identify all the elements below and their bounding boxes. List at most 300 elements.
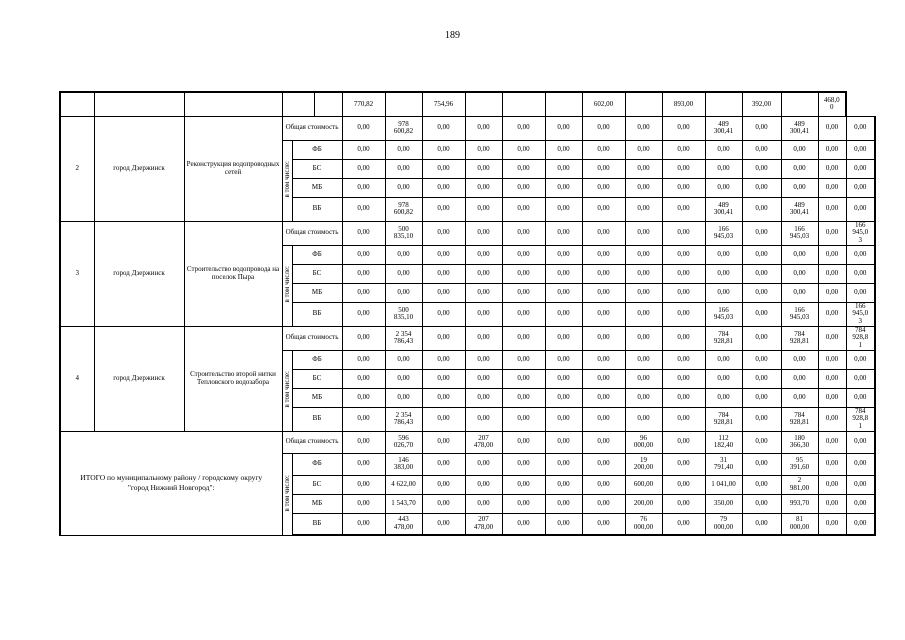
project-total-row (60, 116, 875, 140)
value-cell: 0,00 (465, 221, 502, 245)
value-cell: 0,00 (846, 369, 875, 388)
table-cell (60, 92, 94, 116)
source-label: ФБ (292, 140, 342, 159)
source-label: ФБ (292, 453, 342, 475)
value-cell: 0,00 (662, 494, 705, 513)
value-cell: 0,00 (465, 264, 502, 283)
value-cell: 0,00 (502, 197, 545, 221)
value-cell: 0,00 (582, 221, 625, 245)
value-cell: 4 622,00 (385, 475, 422, 494)
value-cell: 0,00 (742, 245, 781, 264)
grand-total-row (60, 431, 875, 453)
value-cell: 0,00 (342, 245, 385, 264)
value-cell: 0,00 (385, 178, 422, 197)
value-cell: 770,82 (342, 92, 385, 116)
value-cell: 0,00 (625, 221, 662, 245)
value-cell: 0,00 (582, 388, 625, 407)
value-cell: 500 835,10 (385, 221, 422, 245)
value-cell: 0,00 (818, 369, 846, 388)
cost-label: Общая стоимость (282, 431, 342, 453)
vertical-label: в том числе: (282, 266, 291, 303)
value-cell: 0,00 (342, 475, 385, 494)
value-cell: 0,00 (545, 178, 582, 197)
value-cell: 0,00 (742, 475, 781, 494)
value-cell: 31 791,40 (705, 453, 742, 475)
value-cell: 2 354 786,43 (385, 326, 422, 350)
value-cell: 0,00 (502, 159, 545, 178)
value-cell: 0,00 (422, 350, 465, 369)
value-cell: 0,00 (465, 407, 502, 431)
value-cell: 0,00 (342, 159, 385, 178)
value-cell: 0,00 (742, 388, 781, 407)
value-cell: 0,00 (705, 159, 742, 178)
value-cell: 489 300,41 (781, 116, 818, 140)
value-cell: 0,00 (422, 494, 465, 513)
value-cell: 0,00 (625, 178, 662, 197)
value-cell: 0,00 (742, 326, 781, 350)
value-cell: 0,00 (818, 350, 846, 369)
value-cell: 0,00 (342, 178, 385, 197)
value-cell: 0,00 (818, 245, 846, 264)
value-cell: 0,00 (385, 159, 422, 178)
value-cell: 0,00 (582, 283, 625, 302)
value-cell: 0,00 (818, 431, 846, 453)
page-number: 189 (445, 30, 460, 41)
vertical-label: в том числе: (282, 371, 291, 408)
value-cell (781, 92, 818, 116)
municipality: город Дзержинск (94, 326, 184, 431)
value-cell: 784 928,81 (781, 407, 818, 431)
value-cell (545, 92, 582, 116)
value-cell: 0,00 (781, 159, 818, 178)
value-cell: 784 928,8 1 (846, 326, 875, 350)
value-cell: 0,00 (662, 178, 705, 197)
value-cell: 0,00 (545, 221, 582, 245)
value-cell: 0,00 (465, 197, 502, 221)
source-label: ВБ (292, 513, 342, 535)
value-cell: 0,00 (846, 431, 875, 453)
value-cell: 0,00 (502, 407, 545, 431)
value-cell: 0,00 (818, 302, 846, 326)
value-cell: 0,00 (465, 494, 502, 513)
value-cell: 0,00 (582, 369, 625, 388)
value-cell: 0,00 (545, 245, 582, 264)
value-cell: 0,00 (742, 116, 781, 140)
value-cell (502, 92, 545, 116)
value-cell: 893,00 (662, 92, 705, 116)
value-cell: 0,00 (781, 140, 818, 159)
value-cell: 96 000,00 (625, 431, 662, 453)
value-cell: 0,00 (818, 197, 846, 221)
value-cell: 0,00 (742, 350, 781, 369)
grand-total-label: ИТОГО по муниципальному району / городскому округу "город Нижний Новгород": (60, 431, 282, 535)
value-cell: 95 391,60 (781, 453, 818, 475)
value-cell: 0,00 (582, 178, 625, 197)
value-cell: 0,00 (502, 116, 545, 140)
value-cell: 0,00 (846, 475, 875, 494)
value-cell: 0,00 (342, 283, 385, 302)
value-cell: 112 182,40 (705, 431, 742, 453)
value-cell: 0,00 (662, 475, 705, 494)
value-cell: 784 928,81 (705, 407, 742, 431)
value-cell: 0,00 (818, 283, 846, 302)
value-cell: 0,00 (422, 407, 465, 431)
value-cell: 0,00 (705, 140, 742, 159)
vertical-label-cell (282, 453, 292, 535)
value-cell: 0,00 (465, 283, 502, 302)
value-cell: 0,00 (818, 178, 846, 197)
value-cell: 0,00 (342, 326, 385, 350)
value-cell: 0,00 (582, 159, 625, 178)
value-cell: 0,00 (422, 326, 465, 350)
vertical-label-cell (282, 245, 292, 326)
value-cell: 0,00 (846, 453, 875, 475)
value-cell: 0,00 (342, 116, 385, 140)
value-cell: 0,00 (465, 388, 502, 407)
value-cell: 81 000,00 (781, 513, 818, 535)
value-cell: 0,00 (422, 197, 465, 221)
value-cell: 0,00 (545, 431, 582, 453)
value-cell: 0,00 (705, 178, 742, 197)
value-cell: 0,00 (545, 159, 582, 178)
value-cell: 0,00 (422, 388, 465, 407)
value-cell: 0,00 (662, 302, 705, 326)
value-cell: 0,00 (502, 388, 545, 407)
value-cell: 0,00 (502, 326, 545, 350)
cost-label: Общая стоимость (282, 221, 342, 245)
value-cell: 392,00 (742, 92, 781, 116)
value-cell: 0,00 (342, 388, 385, 407)
value-cell: 166 945,03 (781, 302, 818, 326)
value-cell: 600,00 (625, 475, 662, 494)
value-cell (625, 92, 662, 116)
value-cell: 0,00 (846, 513, 875, 535)
value-cell: 0,00 (545, 116, 582, 140)
value-cell: 19 200,00 (625, 453, 662, 475)
value-cell: 0,00 (465, 159, 502, 178)
value-cell: 0,00 (422, 369, 465, 388)
table-row (60, 92, 875, 116)
value-cell: 0,00 (465, 475, 502, 494)
value-cell: 0,00 (582, 350, 625, 369)
vertical-label: в том числе: (282, 161, 291, 198)
value-cell: 0,00 (502, 350, 545, 369)
value-cell: 0,00 (342, 453, 385, 475)
value-cell: 0,00 (846, 350, 875, 369)
value-cell: 2 354 786,43 (385, 407, 422, 431)
value-cell: 0,00 (742, 159, 781, 178)
value-cell: 0,00 (846, 264, 875, 283)
value-cell: 207 478,00 (465, 513, 502, 535)
vertical-label-cell (282, 140, 292, 221)
value-cell: 146 383,00 (385, 453, 422, 475)
value-cell: 200,00 (625, 494, 662, 513)
value-cell: 0,00 (818, 388, 846, 407)
municipality: город Дзержинск (94, 221, 184, 326)
value-cell: 0,00 (705, 350, 742, 369)
value-cell: 166 945,03 (705, 302, 742, 326)
value-cell: 0,00 (818, 326, 846, 350)
value-cell: 0,00 (582, 513, 625, 535)
value-cell: 0,00 (742, 407, 781, 431)
value-cell: 0,00 (422, 453, 465, 475)
value-cell: 350,00 (705, 494, 742, 513)
value-cell: 0,00 (342, 513, 385, 535)
value-cell: 0,00 (662, 159, 705, 178)
value-cell: 0,00 (625, 302, 662, 326)
value-cell: 2 981,00 (781, 475, 818, 494)
source-label: ФБ (292, 245, 342, 264)
value-cell: 0,00 (662, 407, 705, 431)
value-cell: 0,00 (662, 513, 705, 535)
value-cell: 0,00 (385, 140, 422, 159)
value-cell: 0,00 (582, 453, 625, 475)
value-cell: 784 928,8 1 (846, 407, 875, 431)
value-cell: 1 543,70 (385, 494, 422, 513)
value-cell: 0,00 (742, 513, 781, 535)
value-cell: 0,00 (502, 178, 545, 197)
value-cell: 0,00 (465, 178, 502, 197)
value-cell: 0,00 (742, 264, 781, 283)
value-cell: 0,00 (545, 513, 582, 535)
value-cell: 0,00 (465, 326, 502, 350)
value-cell: 0,00 (818, 264, 846, 283)
value-cell: 0,00 (625, 369, 662, 388)
value-cell: 0,00 (625, 326, 662, 350)
value-cell: 0,00 (502, 221, 545, 245)
value-cell: 0,00 (342, 221, 385, 245)
vertical-label: в том числе: (282, 474, 291, 511)
source-label: БС (292, 475, 342, 494)
value-cell: 0,00 (502, 302, 545, 326)
value-cell: 0,00 (582, 407, 625, 431)
source-label: ВБ (292, 197, 342, 221)
value-cell: 0,00 (545, 475, 582, 494)
value-cell: 0,00 (818, 453, 846, 475)
value-cell: 978 600,82 (385, 116, 422, 140)
value-cell: 0,00 (422, 178, 465, 197)
value-cell: 0,00 (625, 116, 662, 140)
value-cell: 0,00 (662, 140, 705, 159)
project-name: Строительство второй нитки Тепловского водозабора (184, 326, 282, 431)
project-name: Реконструкция водопроводных сетей (184, 116, 282, 221)
value-cell: 784 928,81 (781, 326, 818, 350)
value-cell: 0,00 (625, 245, 662, 264)
value-cell: 602,00 (582, 92, 625, 116)
value-cell: 0,00 (342, 197, 385, 221)
value-cell: 0,00 (465, 245, 502, 264)
value-cell: 0,00 (545, 388, 582, 407)
value-cell: 0,00 (705, 388, 742, 407)
source-label: БС (292, 159, 342, 178)
value-cell: 0,00 (781, 369, 818, 388)
value-cell: 0,00 (342, 140, 385, 159)
project-total-row (60, 221, 875, 245)
value-cell (385, 92, 422, 116)
value-cell: 0,00 (545, 494, 582, 513)
value-cell: 0,00 (502, 453, 545, 475)
value-cell: 0,00 (846, 388, 875, 407)
value-cell: 0,00 (846, 245, 875, 264)
value-cell: 0,00 (846, 283, 875, 302)
value-cell: 0,00 (422, 302, 465, 326)
value-cell: 754,96 (422, 92, 465, 116)
value-cell: 0,00 (781, 178, 818, 197)
value-cell (314, 92, 342, 116)
value-cell: 0,00 (781, 350, 818, 369)
value-cell: 0,00 (342, 264, 385, 283)
value-cell: 166 945,03 (781, 221, 818, 245)
value-cell: 0,00 (502, 245, 545, 264)
value-cell: 0,00 (465, 140, 502, 159)
value-cell: 0,00 (545, 407, 582, 431)
value-cell: 0,00 (846, 140, 875, 159)
value-cell: 0,00 (705, 264, 742, 283)
value-cell: 0,00 (582, 326, 625, 350)
value-cell: 166 945,0 3 (846, 221, 875, 245)
value-cell: 76 000,00 (625, 513, 662, 535)
value-cell: 0,00 (742, 494, 781, 513)
value-cell: 0,00 (342, 369, 385, 388)
financing-table (59, 91, 876, 536)
value-cell: 596 026,70 (385, 431, 422, 453)
table-cell (94, 92, 184, 116)
value-cell: 0,00 (545, 326, 582, 350)
municipality: город Дзержинск (94, 116, 184, 221)
value-cell (465, 92, 502, 116)
value-cell: 0,00 (422, 475, 465, 494)
value-cell: 0,00 (502, 264, 545, 283)
value-cell: 0,00 (625, 140, 662, 159)
value-cell: 0,00 (545, 197, 582, 221)
value-cell: 0,00 (385, 350, 422, 369)
value-cell: 0,00 (742, 221, 781, 245)
value-cell: 0,00 (582, 197, 625, 221)
value-cell: 0,00 (342, 302, 385, 326)
value-cell: 0,00 (625, 264, 662, 283)
value-cell: 0,00 (781, 388, 818, 407)
value-cell: 0,00 (846, 197, 875, 221)
value-cell: 0,00 (502, 283, 545, 302)
source-label: МБ (292, 283, 342, 302)
value-cell: 0,00 (742, 283, 781, 302)
value-cell: 0,00 (818, 159, 846, 178)
value-cell: 0,00 (818, 407, 846, 431)
value-cell: 0,00 (385, 245, 422, 264)
value-cell: 0,00 (502, 140, 545, 159)
value-cell: 0,00 (342, 350, 385, 369)
value-cell: 180 366,30 (781, 431, 818, 453)
cost-label: Общая стоимость (282, 116, 342, 140)
value-cell: 0,00 (625, 350, 662, 369)
source-label: ФБ (292, 350, 342, 369)
value-cell: 0,00 (742, 431, 781, 453)
value-cell: 0,00 (818, 513, 846, 535)
row-number: 3 (60, 221, 94, 326)
value-cell (705, 92, 742, 116)
value-cell: 0,00 (582, 116, 625, 140)
row-number: 2 (60, 116, 94, 221)
value-cell: 0,00 (625, 388, 662, 407)
value-cell: 1 041,00 (705, 475, 742, 494)
value-cell: 0,00 (342, 431, 385, 453)
value-cell: 166 945,0 3 (846, 302, 875, 326)
value-cell: 500 835,10 (385, 302, 422, 326)
value-cell: 0,00 (662, 350, 705, 369)
value-cell: 0,00 (818, 475, 846, 494)
value-cell: 0,00 (846, 178, 875, 197)
value-cell: 0,00 (502, 513, 545, 535)
value-cell: 0,00 (545, 350, 582, 369)
value-cell: 0,00 (465, 302, 502, 326)
project-name: Строительство водопровода на поселок Пыра (184, 221, 282, 326)
value-cell: 0,00 (662, 453, 705, 475)
value-cell: 489 300,41 (781, 197, 818, 221)
value-cell: 784 928,81 (705, 326, 742, 350)
value-cell: 79 000,00 (705, 513, 742, 535)
value-cell: 0,00 (846, 494, 875, 513)
value-cell: 0,00 (582, 431, 625, 453)
value-cell: 0,00 (846, 116, 875, 140)
value-cell: 0,00 (742, 178, 781, 197)
value-cell: 0,00 (385, 283, 422, 302)
value-cell: 0,00 (818, 140, 846, 159)
value-cell: 0,00 (662, 197, 705, 221)
source-label: МБ (292, 388, 342, 407)
value-cell: 0,00 (422, 283, 465, 302)
value-cell: 0,00 (422, 264, 465, 283)
value-cell: 0,00 (502, 431, 545, 453)
value-cell: 0,00 (705, 369, 742, 388)
value-cell: 993,70 (781, 494, 818, 513)
value-cell: 0,00 (662, 283, 705, 302)
value-cell: 468,0 0 (818, 92, 846, 116)
value-cell: 0,00 (502, 494, 545, 513)
value-cell: 0,00 (342, 494, 385, 513)
value-cell: 0,00 (465, 350, 502, 369)
value-cell: 0,00 (422, 140, 465, 159)
cost-label: Общая стоимость (282, 326, 342, 350)
value-cell: 0,00 (846, 159, 875, 178)
value-cell: 443 478,00 (385, 513, 422, 535)
value-cell: 0,00 (818, 494, 846, 513)
value-cell: 978 600,82 (385, 197, 422, 221)
value-cell: 0,00 (781, 264, 818, 283)
value-cell: 0,00 (662, 221, 705, 245)
value-cell: 0,00 (625, 283, 662, 302)
value-cell: 0,00 (545, 283, 582, 302)
value-cell: 0,00 (742, 197, 781, 221)
value-cell: 0,00 (818, 221, 846, 245)
value-cell: 0,00 (465, 369, 502, 388)
value-cell: 0,00 (582, 245, 625, 264)
value-cell: 0,00 (582, 264, 625, 283)
value-cell: 0,00 (545, 369, 582, 388)
value-cell: 0,00 (545, 453, 582, 475)
value-cell: 0,00 (385, 369, 422, 388)
value-cell: 0,00 (545, 302, 582, 326)
value-cell: 0,00 (625, 407, 662, 431)
value-cell: 0,00 (422, 159, 465, 178)
value-cell: 0,00 (422, 513, 465, 535)
value-cell: 0,00 (502, 475, 545, 494)
value-cell: 0,00 (582, 475, 625, 494)
value-cell: 0,00 (582, 140, 625, 159)
value-cell: 0,00 (742, 140, 781, 159)
value-cell: 0,00 (742, 302, 781, 326)
value-cell: 0,00 (465, 453, 502, 475)
value-cell: 166 945,03 (705, 221, 742, 245)
